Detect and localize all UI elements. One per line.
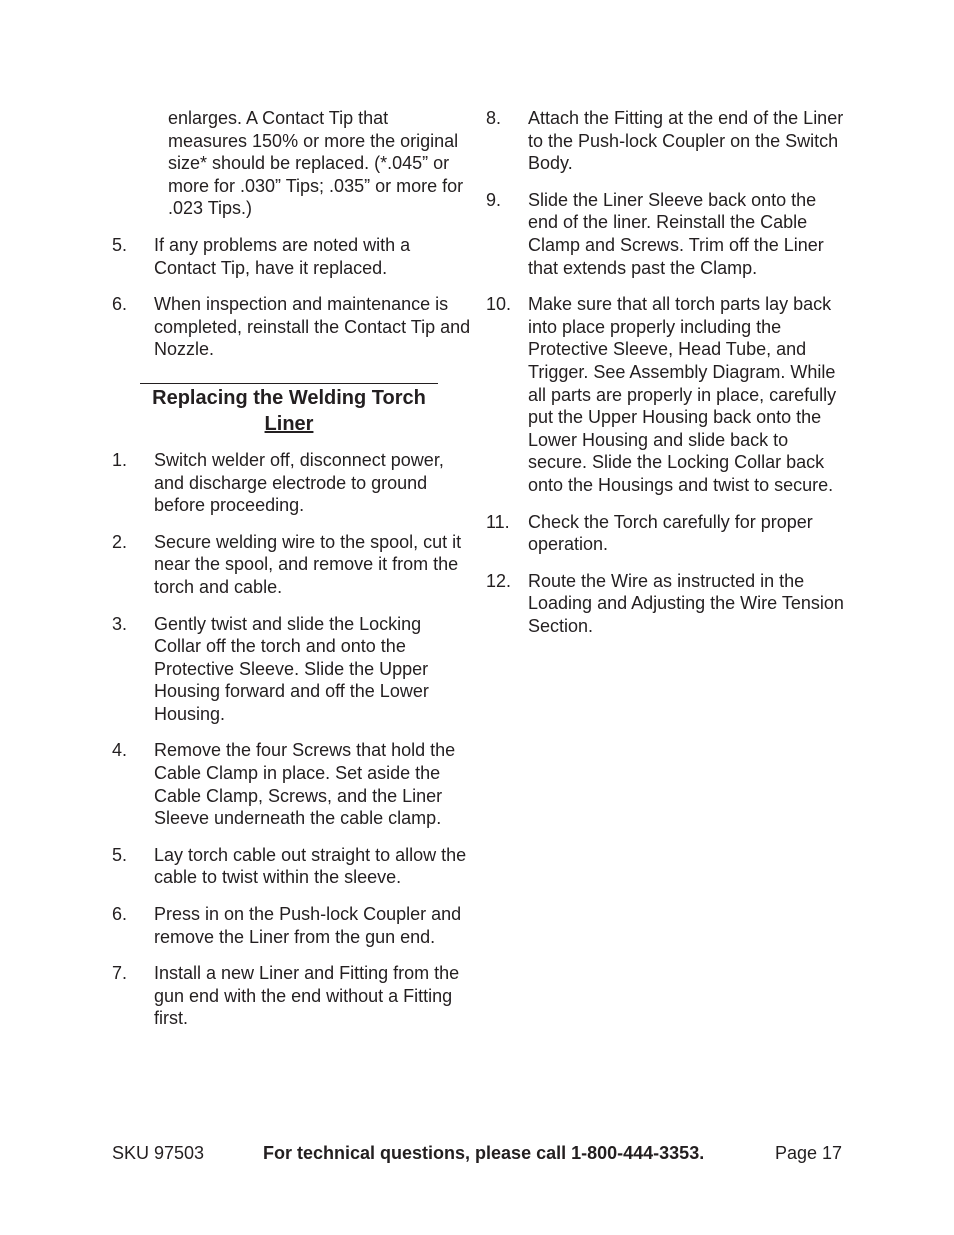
- step-item: [112, 613, 472, 726]
- step-text: Install a new Liner and Fitting from the gun end with the end without a Fitting first.: [154, 963, 460, 1029]
- step-text: Switch welder off, disconnect power, and discharge electrode to ground before proceeding.: [154, 449, 444, 516]
- right-column: [486, 107, 846, 651]
- step-number: 12.: [486, 570, 512, 591]
- step-number: 5.: [112, 844, 128, 865]
- continued-paragraph: enlarges. A Contact Tip that measures 150% or more the original size* should be replaced. (*.045” or more for .030” Tips; .035” or more for .023 Tips.): [168, 108, 464, 219]
- step-text: Secure welding wire to the spool, cut it near the spool, and remove it from the torch and cable.: [154, 531, 462, 597]
- step-item: [486, 293, 846, 496]
- step-item: [486, 107, 846, 175]
- step-number: 9.: [486, 189, 502, 210]
- step-text: Attach the Fitting at the end of the Liner to the Push-lock Coupler on the Switch Body.: [528, 108, 844, 174]
- support-phone-text: For technical questions, please call 1-800-444-3353.: [263, 1143, 705, 1163]
- step-text: Lay torch cable out straight to allow the cable to twist within the sleeve.: [154, 844, 467, 888]
- left-column: [112, 107, 472, 1044]
- step-number: 1.: [112, 449, 128, 470]
- step-number: 4.: [112, 740, 128, 761]
- step-item: [486, 189, 846, 279]
- item-text: If any problems are noted with a Contact Tip, have it replaced.: [154, 234, 411, 278]
- step-item: [112, 739, 472, 829]
- step-number: 11.: [486, 511, 510, 532]
- step-number: 10.: [486, 294, 512, 315]
- step-text: Remove the four Screws that hold the Cable Clamp in place. Set aside the Cable Clamp, Screws, and the Liner Sleeve underneath the cable clamp.: [154, 740, 456, 829]
- step-item: [112, 962, 472, 1030]
- section-heading: [140, 383, 438, 437]
- step-number: 3.: [112, 613, 128, 634]
- page-number: Page 17: [774, 1143, 842, 1163]
- section-heading-line1: Replacing the Welding Torch: [152, 386, 426, 409]
- step-text: Check the Torch carefully for proper operation.: [528, 511, 813, 555]
- step-item: [486, 570, 846, 638]
- item-text: When inspection and maintenance is completed, reinstall the Contact Tip and Nozzle.: [154, 294, 471, 360]
- step-number: 7.: [112, 963, 128, 984]
- step-item: [486, 511, 846, 556]
- step-text: Slide the Liner Sleeve back onto the end of the liner. Reinstall the Cable Clamp and Screws. Trim off the Liner that extends past the Clamp.: [528, 189, 824, 278]
- step-number: 2.: [112, 531, 128, 552]
- sku-label: SKU 97503: [112, 1143, 205, 1163]
- list-item: [112, 293, 472, 361]
- step-text: Make sure that all torch parts lay back into place properly including the Protective Sleeve, Head Tube, and Trigger. See Assembly Diagram. While all parts are properly in place, carefully put the Upper Housing back onto the Lower Housing and slide back to secure. Slide the Locking Collar back onto the Housings and twist to secure.: [528, 294, 837, 495]
- step-item: [112, 844, 472, 889]
- step-text: Route the Wire as instructed in the Loading and Adjusting the Wire Tension Section.: [528, 570, 844, 636]
- step-item: [112, 903, 472, 948]
- item-number: 5.: [112, 234, 128, 255]
- section-heading-line2: Liner: [264, 412, 314, 435]
- step-number: 6.: [112, 904, 128, 925]
- step-item: [112, 449, 472, 517]
- step-item: [112, 531, 472, 599]
- step-number: 8.: [486, 108, 502, 128]
- item-number: 6.: [112, 294, 128, 315]
- list-item: [112, 234, 472, 279]
- step-text: Gently twist and slide the Locking Collar off the torch and onto the Protective Sleeve. Slide the Upper Housing forward and off the Lower Housing.: [154, 613, 429, 724]
- step-text: Press in on the Push-lock Coupler and remove the Liner from the gun end.: [154, 904, 462, 947]
